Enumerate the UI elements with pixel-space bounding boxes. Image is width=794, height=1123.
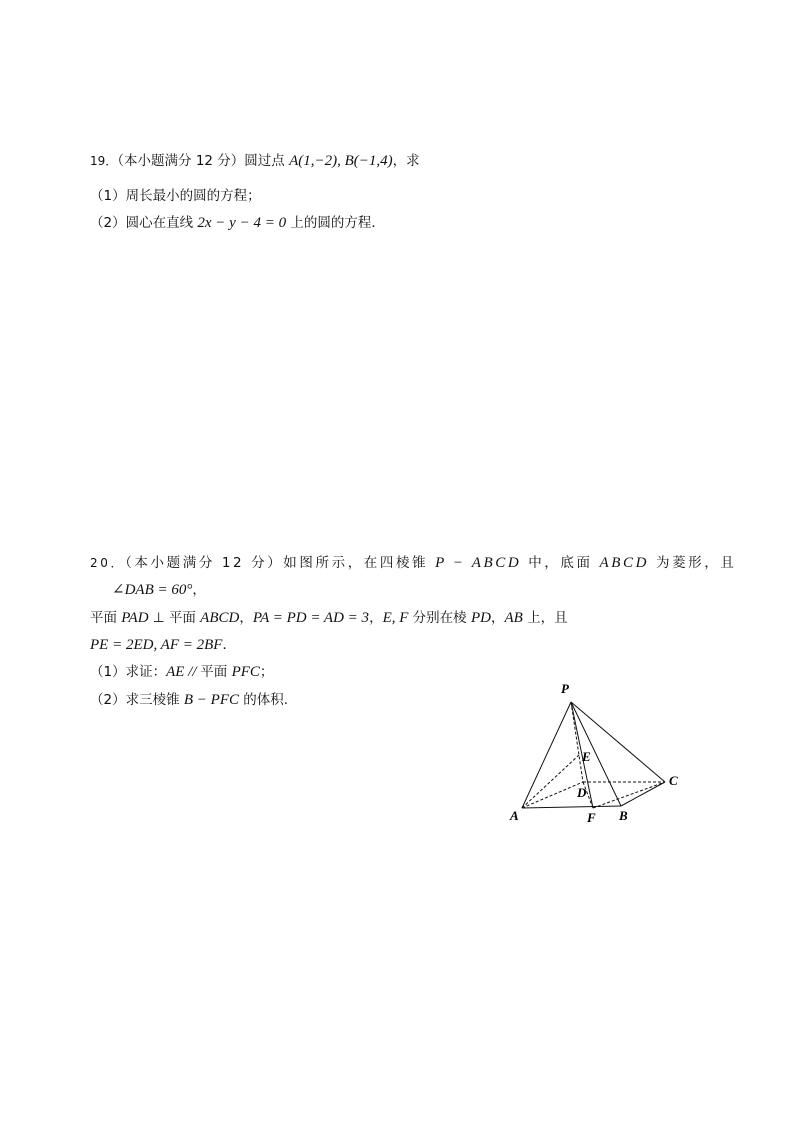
q20-l3-pad: PAD [121,610,149,626]
label-f: F [587,810,596,825]
edge-ad [522,782,583,808]
q20-l1-c: 为菱形，且 [649,555,737,571]
q20-angle: ∠DAB = 60° [112,582,193,598]
q20-stem-line4 [90,635,236,655]
q20-l3-ef: E, F [382,610,409,626]
pyramid-figure [500,675,700,835]
q19-part2-prefix: （2）圆心在直线 [90,215,198,231]
q20-p2-a: （2）求三棱锥 [90,692,184,708]
q20-l3-ab: AB [504,610,523,626]
q20-stem-line1 [90,553,736,573]
q20-p1-pfc: PFC [231,664,260,680]
q19-part2 [90,213,385,233]
q20-l3-e: 分别在棱 [408,610,471,626]
edge-pa [522,702,571,808]
q20-stem-line2 [112,580,206,600]
q19-part1 [90,186,261,206]
label-b: B [619,808,628,823]
label-e: E [582,749,591,764]
q19-line-equation: 2x − y − 4 = 0 [197,215,287,231]
label-c: C [669,773,678,788]
edge-bc [621,782,665,806]
q19-part2-suffix: 上的圆的方程． [286,215,385,231]
q19-suffix: ，求 [392,153,420,169]
label-d: D [577,785,587,800]
q20-l4-c: ． [222,637,236,653]
edge-ae [522,755,579,808]
q20-l3-a: 平面 [90,610,122,626]
q19-stem [90,151,420,171]
q20-l3-g: 上，且 [522,610,568,626]
q20-part2 [90,690,288,710]
q19-part1-text: （1）周长最小的圆的方程； [90,188,261,204]
q20-l3-abcd: ABCD [200,610,240,626]
q20-pyramid: P − ABCD [435,555,522,571]
q19-prefix: （本小题满分 12 分）圆过点 [117,153,290,169]
q20-l1-b: 中，底面 [521,555,600,571]
label-a: A [510,808,519,823]
q20-part1 [90,662,273,682]
q19-number: 19． [90,154,118,168]
q20-p1-b: 平面 [200,664,232,680]
q20-p1-a: （1）求证： [90,664,167,680]
edge-fc [593,782,665,808]
q20-p2-b: 的体积. [239,692,289,708]
q20-p2-bpfc: B − PFC [183,692,240,708]
q20-stem-line3 [90,608,568,628]
q20-l3-f: ， [490,610,505,626]
q20-number: 20． [90,556,126,570]
label-p: P [561,681,569,696]
q19-points: A(1,−2), B(−1,4) [289,153,393,169]
q20-l3-d: ， [369,610,383,626]
q20-l3-b: ⊥ 平面 [148,610,201,626]
q20-base: ABCD [599,555,650,571]
q20-l3-lengths: PA = PD = AD = 3 [252,610,370,626]
q20-p1-ae: AE // [166,664,201,680]
q20-l2-c: ， [192,582,206,598]
q20-p1-c: ； [259,664,274,680]
q20-l3-c: ， [239,610,253,626]
q20-l1-a: （本小题满分 12 分）如图所示，在四棱锥 [125,555,436,571]
edge-ab [522,806,621,808]
q20-ratios: PE = 2ED, AF = 2BF [90,637,223,653]
q20-l3-pd: PD [470,610,491,626]
